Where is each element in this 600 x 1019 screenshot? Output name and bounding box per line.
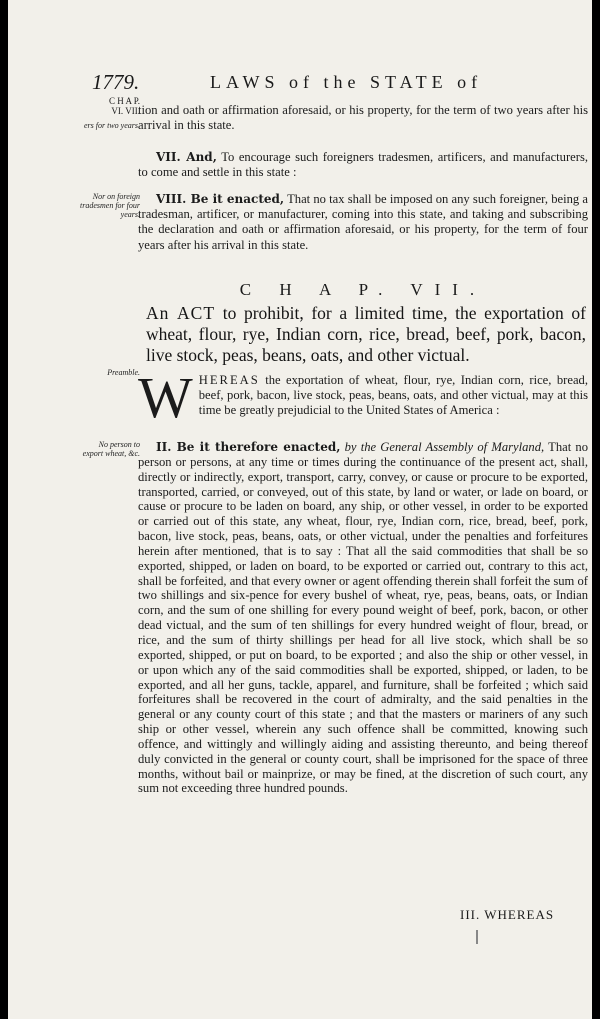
section-vii <box>138 150 588 180</box>
chapter-reference <box>78 96 140 116</box>
section-ii <box>138 440 588 796</box>
continuation-paragraph <box>138 103 588 133</box>
header-title: LAWS of the STATE of <box>210 72 483 92</box>
act-word: An ACT <box>146 303 216 323</box>
scan-edge <box>592 0 596 1019</box>
section-viii <box>138 192 588 253</box>
document-page <box>8 0 596 1019</box>
sidenote-preamble: Preamble. <box>107 368 140 377</box>
chapter-reference-line2: VI. VII. <box>111 106 140 116</box>
act-title-text: to prohibit, for a limited time, the exportation of wheat, flour, rye, Indian corn, rice, bread, beef, pork, bacon, live stock, peas, beans, oats, and other victual. <box>146 303 587 365</box>
drop-cap: W <box>138 365 193 430</box>
sidenote-no-export: No person to export wheat, &c. <box>82 440 140 458</box>
sidenote-two-years: ers for two years. <box>84 121 140 130</box>
continuation-text: tion and oath or affirmation aforesaid, or his property, for the term of two years after his arrival in this state. <box>138 103 588 133</box>
catchword: III. WHEREAS <box>460 907 555 922</box>
header-year: 1779. <box>92 70 140 94</box>
margin-mark <box>476 930 478 944</box>
chapter-reference-line1: C H A P. <box>108 96 140 106</box>
preamble-paragraph <box>138 365 588 430</box>
preamble-text: the exportation of wheat, flour, rye, Indian corn, rice, bread, beef, pork, bacon, live stock, peas, beans, oats, and other victual, may at this time be greatly prejudicial to the United States of America : <box>198 373 588 418</box>
sidenote-four-years: Nor on foreign tradesmen for four years. <box>80 192 140 219</box>
section-viii-lead: VIII. Be it enacted, <box>156 192 285 206</box>
chapter-heading: C H A P. VII. <box>239 280 487 299</box>
section-ii-authority: by the General Assembly of Maryland, <box>344 440 545 454</box>
section-ii-lead: II. Be it therefore enacted, <box>156 440 341 454</box>
preamble-small-caps: HEREAS <box>198 373 260 387</box>
running-header <box>92 70 592 100</box>
section-vii-lead: VII. And, <box>156 150 217 164</box>
section-vii-text: To encourage such foreigners tradesmen, artificers, and manufacturers, to come and settle in this state : <box>138 150 589 180</box>
section-viii-text: That no tax shall be imposed on any such foreigner, being a tradesman, artificer, or manufacturer, coming into this state, and taking and subscribing the declaration and oath or affirmation aforesaid, or his property, for the term of four years after his arrival in this state. <box>138 192 588 252</box>
section-ii-text: That no person or persons, at any time or times during the continuance of the present act, shall, directly or indirectly, export, transport, carry, convey, or cause or procure to be exported, transported, carried, or conveyed, out of this state, by land or water, or lade on board, or cause or procure to be laden on board, any ship, or other vessel, in order to be exported or carried out of this state, any wheat, flour, rye, Indian corn, rice, bread, beef, pork, bacon, live stock, peas, beans, oats, or other victual, under the penalties and forfeitures herein after mentioned, that is to say : That all the said commodities that shall be so exported, shipped, or laden on board, to be exported or carried out, contrary to this act, shall be forfeited, and that every owner or agent offending therein shall forfeit the sum of two shillings and six-pence for every bushel of wheat, rye, peas, beans, oats, or Indian corn, and the sum of one shilling for every pound weight of beef, pork, bacon, or other dead victual, and the sum of ten shillings for every hundred weight of flour, bread, or rice, and the sum of thirty shillings per head for all live stock, which shall be so exported, shipped, or put on board, to be exported ; and also the ship or other vessel, in or upon which any of the said commodities shall be exported, shipped, or laden, to be exported, and all her guns, tackle, apparel, and furniture, shall be forfeited ; which said forfeitures shall be recovered in the court of admiralty, and the said penalties in the general or any county court of this state ; and that the masters or mariners of any such ship or other vessel, wherein any such offence shall be committed, knowing such offence, and wittingly and willingly aiding and assisting thereunto, and being thereof duly convicted in the general or county court, shall be imprisoned for the space of three months, without bail or mainprize, or may be fined, at the discretion of such court, any sum not exceeding three hundred pounds. <box>138 440 589 796</box>
act-title <box>146 303 586 366</box>
